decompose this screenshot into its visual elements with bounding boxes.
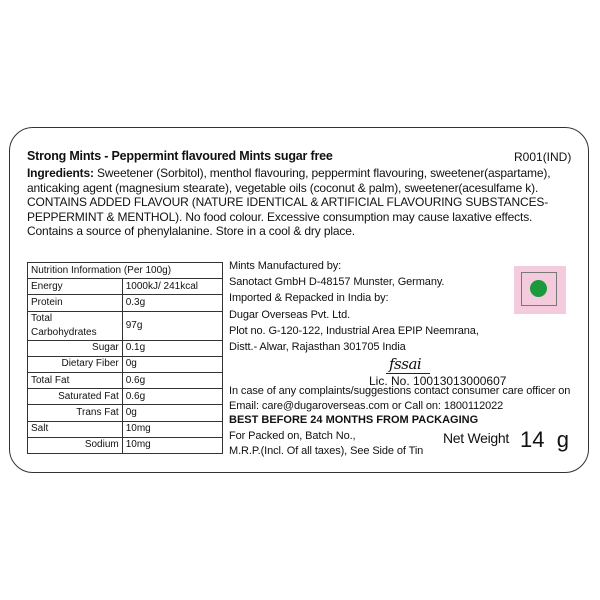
table-row: [28, 421, 223, 437]
table-row: [28, 340, 223, 356]
packing-line-1: For Packed on, Batch No.,: [229, 430, 356, 442]
veg-dot-icon: [530, 280, 547, 297]
ingredients-line-5: Contains a source of phenylalanine. Store in a cool & dry place.: [27, 224, 355, 239]
product-code: R001(IND): [514, 150, 572, 164]
manufacturer-line-1: Mints Manufactured by:: [229, 260, 342, 272]
table-row: [28, 372, 223, 388]
ingredients-label: Ingredients:: [27, 166, 94, 180]
nutrient-value: 0g: [122, 405, 222, 421]
veg-mark-square: [521, 272, 557, 306]
manufacturer-line-3: Imported & Repacked in India by:: [229, 292, 389, 304]
manufacturer-line-4: Dugar Overseas Pvt. Ltd.: [229, 309, 351, 321]
nutrient-name: Total Carbohydrates: [28, 311, 123, 340]
best-before: BEST BEFORE 24 MONTHS FROM PACKAGING: [229, 414, 479, 426]
product-title: Strong Mints - Peppermint flavoured Mints sugar free: [27, 149, 333, 163]
care-line-1: In case of any complaints/suggestions contact consumer care officer on: [229, 385, 571, 397]
license-number: Lic. No. 10013013000607: [369, 374, 507, 388]
ingredients-line-2: anticaking agent (magnesium stearate), vegetable oils (coconut & palm), sweetener(acesulfame k).: [27, 180, 539, 195]
table-row: [28, 295, 223, 311]
veg-mark: [514, 266, 566, 314]
manufacturer-line-6: Distt.- Alwar, Rajasthan 301705 India: [229, 341, 406, 353]
nutrient-value: 0.1g: [122, 340, 222, 356]
nutrient-name: Sodium: [28, 437, 123, 453]
nutrient-name: Salt: [28, 421, 123, 437]
care-line-2: Email: care@dugaroverseas.com or Call on: 1800112022: [229, 400, 504, 412]
ingredients-line-1: Sweetener (Sorbitol), menthol flavouring, peppermint flavouring, sweetener(aspartame),: [93, 166, 551, 180]
nutrient-value: 0.6g: [122, 389, 222, 405]
nutrient-name: Trans Fat: [28, 405, 123, 421]
ingredients-line-4: PEPPERMINT & MENTHOL). No food colour. Excessive consumption may cause laxative effects.: [27, 209, 533, 224]
nutrient-name: Dietary Fiber: [28, 356, 123, 372]
nutrient-name: Total Fat: [28, 372, 123, 388]
packing-line-2: M.R.P.(Incl. Of all taxes), See Side of Tin: [229, 445, 424, 457]
nutrient-value: 10mg: [122, 421, 222, 437]
fssai-logo: fssai: [389, 355, 422, 373]
nutrient-value: 0.6g: [122, 372, 222, 388]
net-weight-label: Net Weight: [443, 430, 509, 446]
table-row: [28, 405, 223, 421]
nutrient-name: Protein: [28, 295, 123, 311]
table-row: [28, 356, 223, 372]
table-row: [28, 311, 223, 340]
nutrient-value: 97g: [122, 311, 222, 340]
nutrient-name: Sugar: [28, 340, 123, 356]
table-row: [28, 437, 223, 453]
net-weight-value: 14 g: [520, 427, 569, 452]
nutrient-name: Energy: [28, 279, 123, 295]
table-row: [28, 389, 223, 405]
nutrient-value: 0g: [122, 356, 222, 372]
nutrient-value: 1000kJ/ 241kcal: [122, 279, 222, 295]
ingredients-line-3: CONTAINS ADDED FLAVOUR (NATURE IDENTICAL & ARTIFICIAL FLAVOURING SUBSTANCES-: [27, 195, 549, 210]
manufacturer-line-2: Sanotact GmbH D-48157 Munster, Germany.: [229, 276, 445, 288]
ingredients-block: [27, 166, 550, 239]
nutrition-header: Nutrition Information (Per 100g): [28, 263, 223, 279]
manufacturer-line-5: Plot no. G-120-122, Industrial Area EPIP Neemrana,: [229, 325, 479, 337]
nutrient-value: 10mg: [122, 437, 222, 453]
table-row: [28, 279, 223, 295]
nutrition-table: [27, 262, 223, 454]
nutrient-name: Saturated Fat: [28, 389, 123, 405]
nutrient-value: 0.3g: [122, 295, 222, 311]
nutrition-header-row: [28, 263, 223, 279]
